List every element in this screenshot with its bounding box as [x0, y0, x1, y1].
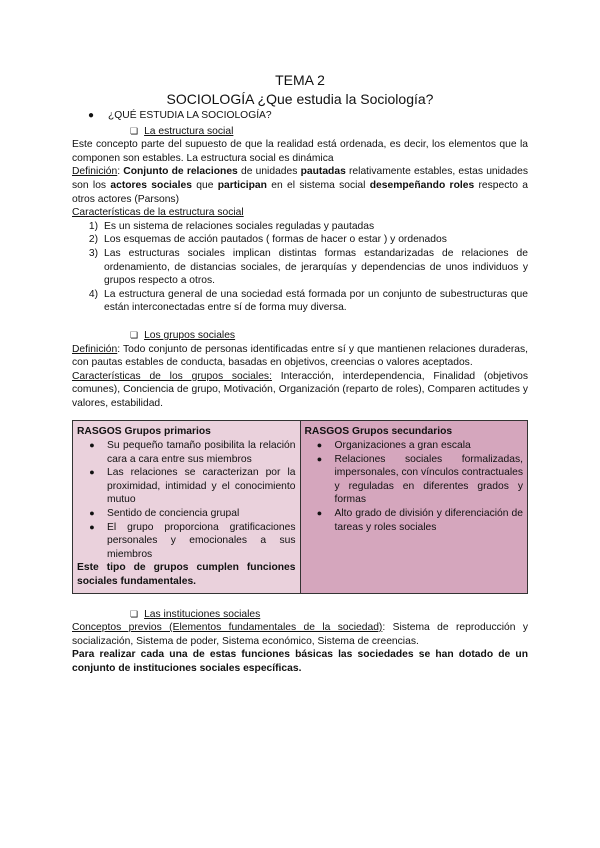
bullet-icon: ●	[88, 110, 95, 121]
list-item: 1) Es un sistema de relaciones sociales reguladas y pautadas	[88, 220, 375, 232]
estructura-intro: Este concepto parte del supuesto de que la realidad está ordenada, es decir, los elementos que la componen son estables. La estructura social es dinámica	[72, 139, 528, 164]
definition-label: Definición	[72, 166, 118, 178]
tema-title: TEMA 2	[275, 72, 325, 88]
estructura-heading: La estructura social	[144, 125, 234, 137]
list-item: 4) La estructura general de una sociedad está formada por un conjunto de subestructuras que están interconectadas entre sí de forma muy diversa.	[88, 288, 528, 314]
page-title: SOCIOLOGÍA ¿Que estudia la Sociología?	[166, 91, 434, 107]
grupos-heading-row	[130, 329, 528, 343]
estructura-definition: Definición: Conjunto de relaciones de unidades pautadas relativamente estables, estas unidades son los actores sociales que participan en el sistema social desempeñando roles respecto a otros actores (Parsons)	[72, 166, 529, 205]
estructura-characteristics-heading: Características de la estructura social	[72, 207, 244, 219]
rasgos-table	[72, 420, 528, 593]
secundarios-cell	[300, 421, 528, 593]
list-item: 3) Las estructuras sociales implican distintas formas estandarizadas de relaciones de ordenamiento, de distancias sociales, de jerarquías y dependencias de unos individuos y grupos respecto a otros.	[88, 247, 528, 287]
grupos-definition: Definición: Todo conjunto de personas identificadas entre sí y que mantienen relaciones duraderas, con pautas estables de conducta, basadas en objetivos, creencias o valores aceptados.	[72, 343, 528, 369]
primarios-header: RASGOS Grupos primarios	[77, 426, 211, 438]
secundarios-list	[305, 439, 524, 534]
list-item: ● Su pequeño tamaño posibilita la relación cara a cara entre sus miembros	[89, 440, 296, 465]
checkbox-icon: ❏	[130, 329, 139, 340]
primarios-footer: Este tipo de grupos cumplen funciones sociales fundamentales.	[77, 562, 296, 587]
checkbox-icon: ❏	[130, 608, 139, 619]
instituciones-bold-text: Para realizar cada una de estas funciones básicas las sociedades se han dotado de un conjunto de instituciones sociales específicas.	[72, 649, 528, 674]
grupos-heading: Los grupos sociales	[144, 329, 236, 341]
estructura-characteristics-list	[72, 220, 528, 315]
estructura-heading-row	[130, 125, 528, 139]
instituciones-concepts: Conceptos previos (Elementos fundamentales de la sociedad): Sistema de reproducción y socialización, Sistema de poder, Sistema económico, Sistema de creencias.	[72, 622, 529, 647]
primarios-cell	[73, 421, 301, 593]
list-item: ● Sentido de conciencia grupal	[89, 508, 240, 520]
primarios-list	[77, 439, 296, 561]
secundarios-header: RASGOS Grupos secundarios	[304, 426, 453, 438]
document-page	[72, 0, 528, 676]
list-item: ● Alto grado de división y diferenciación de tareas y roles sociales	[316, 508, 523, 533]
section-heading: ¿QUÉ ESTUDIA LA SOCIOLOGÍA?	[108, 110, 272, 121]
instituciones-heading-row	[130, 608, 528, 622]
checkbox-icon: ❏	[130, 125, 139, 136]
list-item: ● Organizaciones a gran escala	[316, 440, 471, 452]
list-item: 2) Los esquemas de acción pautados ( formas de hacer o estar ) y ordenados	[88, 234, 447, 246]
list-item: ● Las relaciones se caracterizan por la proximidad, intimidad y el conocimiento mutuo	[89, 467, 296, 506]
section-bullet	[88, 109, 528, 123]
instituciones-heading: Las instituciones sociales	[144, 608, 261, 620]
list-item: ● El grupo proporciona gratificaciones personales y emocionales a sus miembros	[89, 521, 296, 560]
list-item: ● Relaciones sociales formalizadas, impersonales, con vínculos contractuales y reguladas en diferentes grados y formas	[316, 453, 523, 506]
grupos-characteristics: Características de los grupos sociales: Interacción, interdependencia, Finalidad (objetivos comunes), Conciencia de grupo, Motivación, Organización (reparto de roles), Comparen actitudes y valores, estabilidad.	[72, 370, 528, 409]
